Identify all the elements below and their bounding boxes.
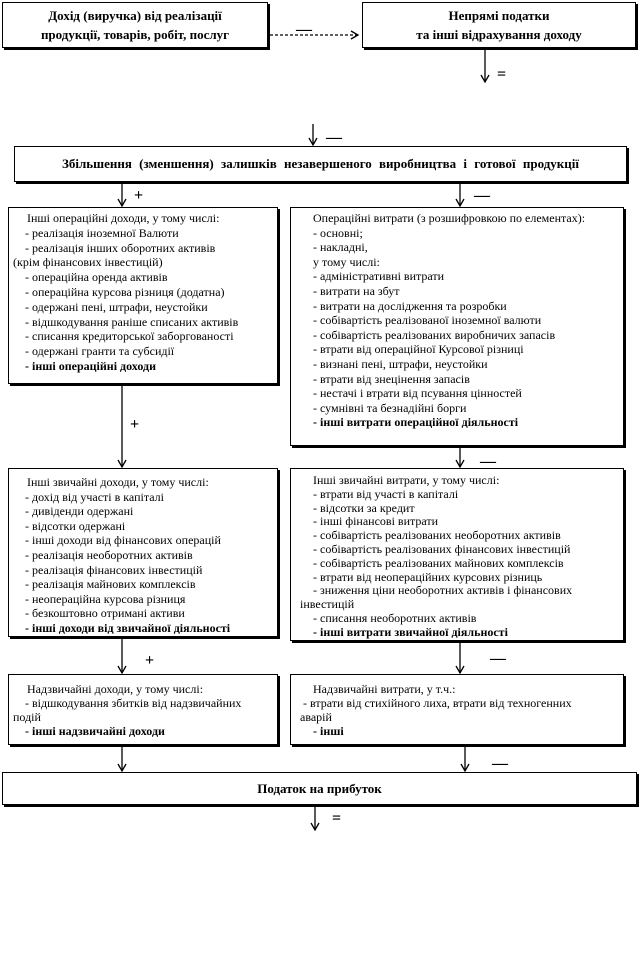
revenue-line-2: продукції, товарів, робіт, послуг bbox=[40, 27, 230, 42]
arrow-revenue-to-taxes bbox=[270, 31, 358, 39]
list-item: - собівартість реалізованих необоротних активів bbox=[313, 528, 561, 543]
list-item: - сумнівні та безнадійні борги bbox=[313, 400, 467, 415]
list-item: - нестачі і втрати від псування цінностей bbox=[313, 386, 522, 401]
list-item: - накладні, bbox=[313, 240, 368, 255]
list-item: - операційна курсова різниця (додатна) bbox=[25, 284, 225, 299]
indirect-taxes-line-2: та інші відрахування доходу bbox=[416, 27, 582, 42]
list-item: - списання кредиторської заборгованості bbox=[25, 329, 234, 344]
list-item: - зниження ціни необоротних активів і фінансових bbox=[313, 583, 573, 598]
sign-operating-income: + bbox=[134, 187, 144, 204]
list-item: подій bbox=[13, 710, 41, 724]
sign-other-expenses: — bbox=[480, 453, 496, 470]
list-item-total: - інші витрати звичайної діяльності bbox=[313, 624, 508, 639]
arrow-to-operating-income bbox=[118, 183, 126, 206]
operating-expenses-title: Операційні витрати (з розшифровкою по елементах): bbox=[313, 211, 586, 225]
list-item-total: - інші bbox=[313, 724, 344, 738]
operating-income-title: Інші операційні доходи, у тому числі: bbox=[27, 211, 220, 225]
arrow-expenses-to-tax bbox=[461, 746, 469, 771]
sign-other-income: + bbox=[130, 416, 140, 433]
list-item: - дивіденди одержані bbox=[25, 504, 134, 519]
list-item: - собівартість реалізованих майнових комплексів bbox=[313, 555, 564, 570]
list-item: інвестицій bbox=[300, 597, 355, 612]
inventory-change-text: Збільшення (зменшення) залишків незавершеного виробництва і готової продукції bbox=[62, 156, 579, 171]
list-item: - витрати на збут bbox=[313, 283, 400, 298]
list-item-total: - інші надзвичайні доходи bbox=[25, 724, 165, 738]
other-expenses-title: Інші звичайні витрати, у тому числі: bbox=[313, 473, 500, 487]
list-item: - безкоштовно отримані активи bbox=[25, 606, 185, 621]
arrow-result bbox=[311, 806, 319, 830]
list-item: - реалізація інших оборотних активів bbox=[25, 240, 216, 255]
list-item: - відсотки одержані bbox=[25, 518, 126, 533]
arrow-to-inventory bbox=[309, 124, 317, 145]
list-item: - відшкодування раніше списаних активів bbox=[25, 314, 239, 329]
list-item: - втрати від операційної Курсової різниці bbox=[313, 342, 524, 357]
list-item: - інші доходи від фінансових операцій bbox=[25, 533, 221, 548]
sign-revenue-minus-taxes: — bbox=[296, 21, 312, 38]
list-item: - собівартість реалізованої іноземної валюти bbox=[313, 313, 542, 328]
arrow-to-other-expenses bbox=[456, 447, 464, 467]
list-item: - реалізація необоротних активів bbox=[25, 547, 193, 562]
list-item: у тому числі: bbox=[313, 254, 380, 269]
sign-extraordinary-expenses: — bbox=[490, 650, 506, 667]
list-item: - втрати від знецінення запасів bbox=[313, 371, 470, 386]
indirect-taxes-line-1: Непрямі податки bbox=[448, 8, 550, 23]
list-item: - втрати від стихійного лиха, втрати від техногенних bbox=[303, 696, 572, 710]
sign-extraordinary-income: + bbox=[145, 652, 155, 669]
revenue-line-1: Дохід (виручка) від реалізації bbox=[48, 8, 222, 23]
list-item: - дохід від участі в капіталі bbox=[25, 489, 164, 504]
sign-result: = bbox=[332, 810, 342, 827]
list-item-total: - інші операційні доходи bbox=[25, 358, 156, 373]
sign-operating-expenses: — bbox=[474, 187, 490, 204]
list-item: - операційна оренда активів bbox=[25, 270, 168, 285]
list-item: - реалізація іноземної Валюти bbox=[25, 225, 179, 240]
list-item: - витрати на дослідження та розробки bbox=[313, 298, 507, 313]
list-item: - інші фінансові витрати bbox=[313, 514, 439, 529]
other-income-title: Інші звичайні доходи, у тому числі: bbox=[27, 475, 209, 489]
list-item: - визнані пені, штрафи, неустойки bbox=[313, 356, 488, 371]
list-item: - реалізація майнових комплексів bbox=[25, 577, 196, 592]
list-item: - основні; bbox=[313, 225, 363, 240]
list-item: - одержані пені, штрафи, неустойки bbox=[25, 299, 208, 314]
list-item: - адміністративні витрати bbox=[313, 269, 445, 284]
list-item: - списання необоротних активів bbox=[313, 610, 477, 625]
extraordinary-income-title: Надзвичайні доходи, у тому числі: bbox=[27, 682, 204, 696]
list-item: - втрати від неопераційних курсових різниць bbox=[313, 569, 543, 584]
arrow-to-operating-expenses bbox=[456, 183, 464, 206]
list-item: - реалізація фінансових інвестицій bbox=[25, 562, 203, 577]
list-item: - одержані гранти та субсидії bbox=[25, 344, 175, 359]
list-item: - собівартість реалізованих фінансових інвестицій bbox=[313, 541, 571, 556]
list-item: - неопераційна курсова різниця bbox=[25, 591, 186, 606]
arrow-after-taxes bbox=[481, 49, 489, 82]
extraordinary-expenses-title: Надзвичайні витрати, у т.ч.: bbox=[313, 682, 456, 696]
income-tax-text: Податок на прибуток bbox=[257, 780, 382, 796]
list-item: - відшкодування збитків від надзвичайних bbox=[25, 696, 242, 710]
sign-tax: — bbox=[492, 755, 508, 772]
list-item: - відсотки за кредит bbox=[313, 500, 415, 515]
list-item-total: - інші витрати операційної діяльності bbox=[313, 415, 519, 430]
list-item: аварій bbox=[300, 710, 332, 724]
arrow-income-to-tax bbox=[118, 746, 126, 771]
list-item: - собівартість реалізованих виробничих запасів bbox=[313, 327, 556, 342]
sign-inventory: — bbox=[326, 129, 342, 146]
arrow-to-extraordinary-expenses bbox=[456, 642, 464, 673]
list-item: - втрати від участі в капіталі bbox=[313, 486, 459, 501]
sign-after-taxes: = bbox=[497, 66, 507, 83]
list-item: (крім фінансових інвестицій) bbox=[13, 255, 163, 270]
list-item-total: - інші доходи від звичайної діяльності bbox=[25, 620, 231, 635]
arrow-to-other-income bbox=[118, 385, 126, 467]
arrow-to-extraordinary-income bbox=[118, 638, 126, 673]
